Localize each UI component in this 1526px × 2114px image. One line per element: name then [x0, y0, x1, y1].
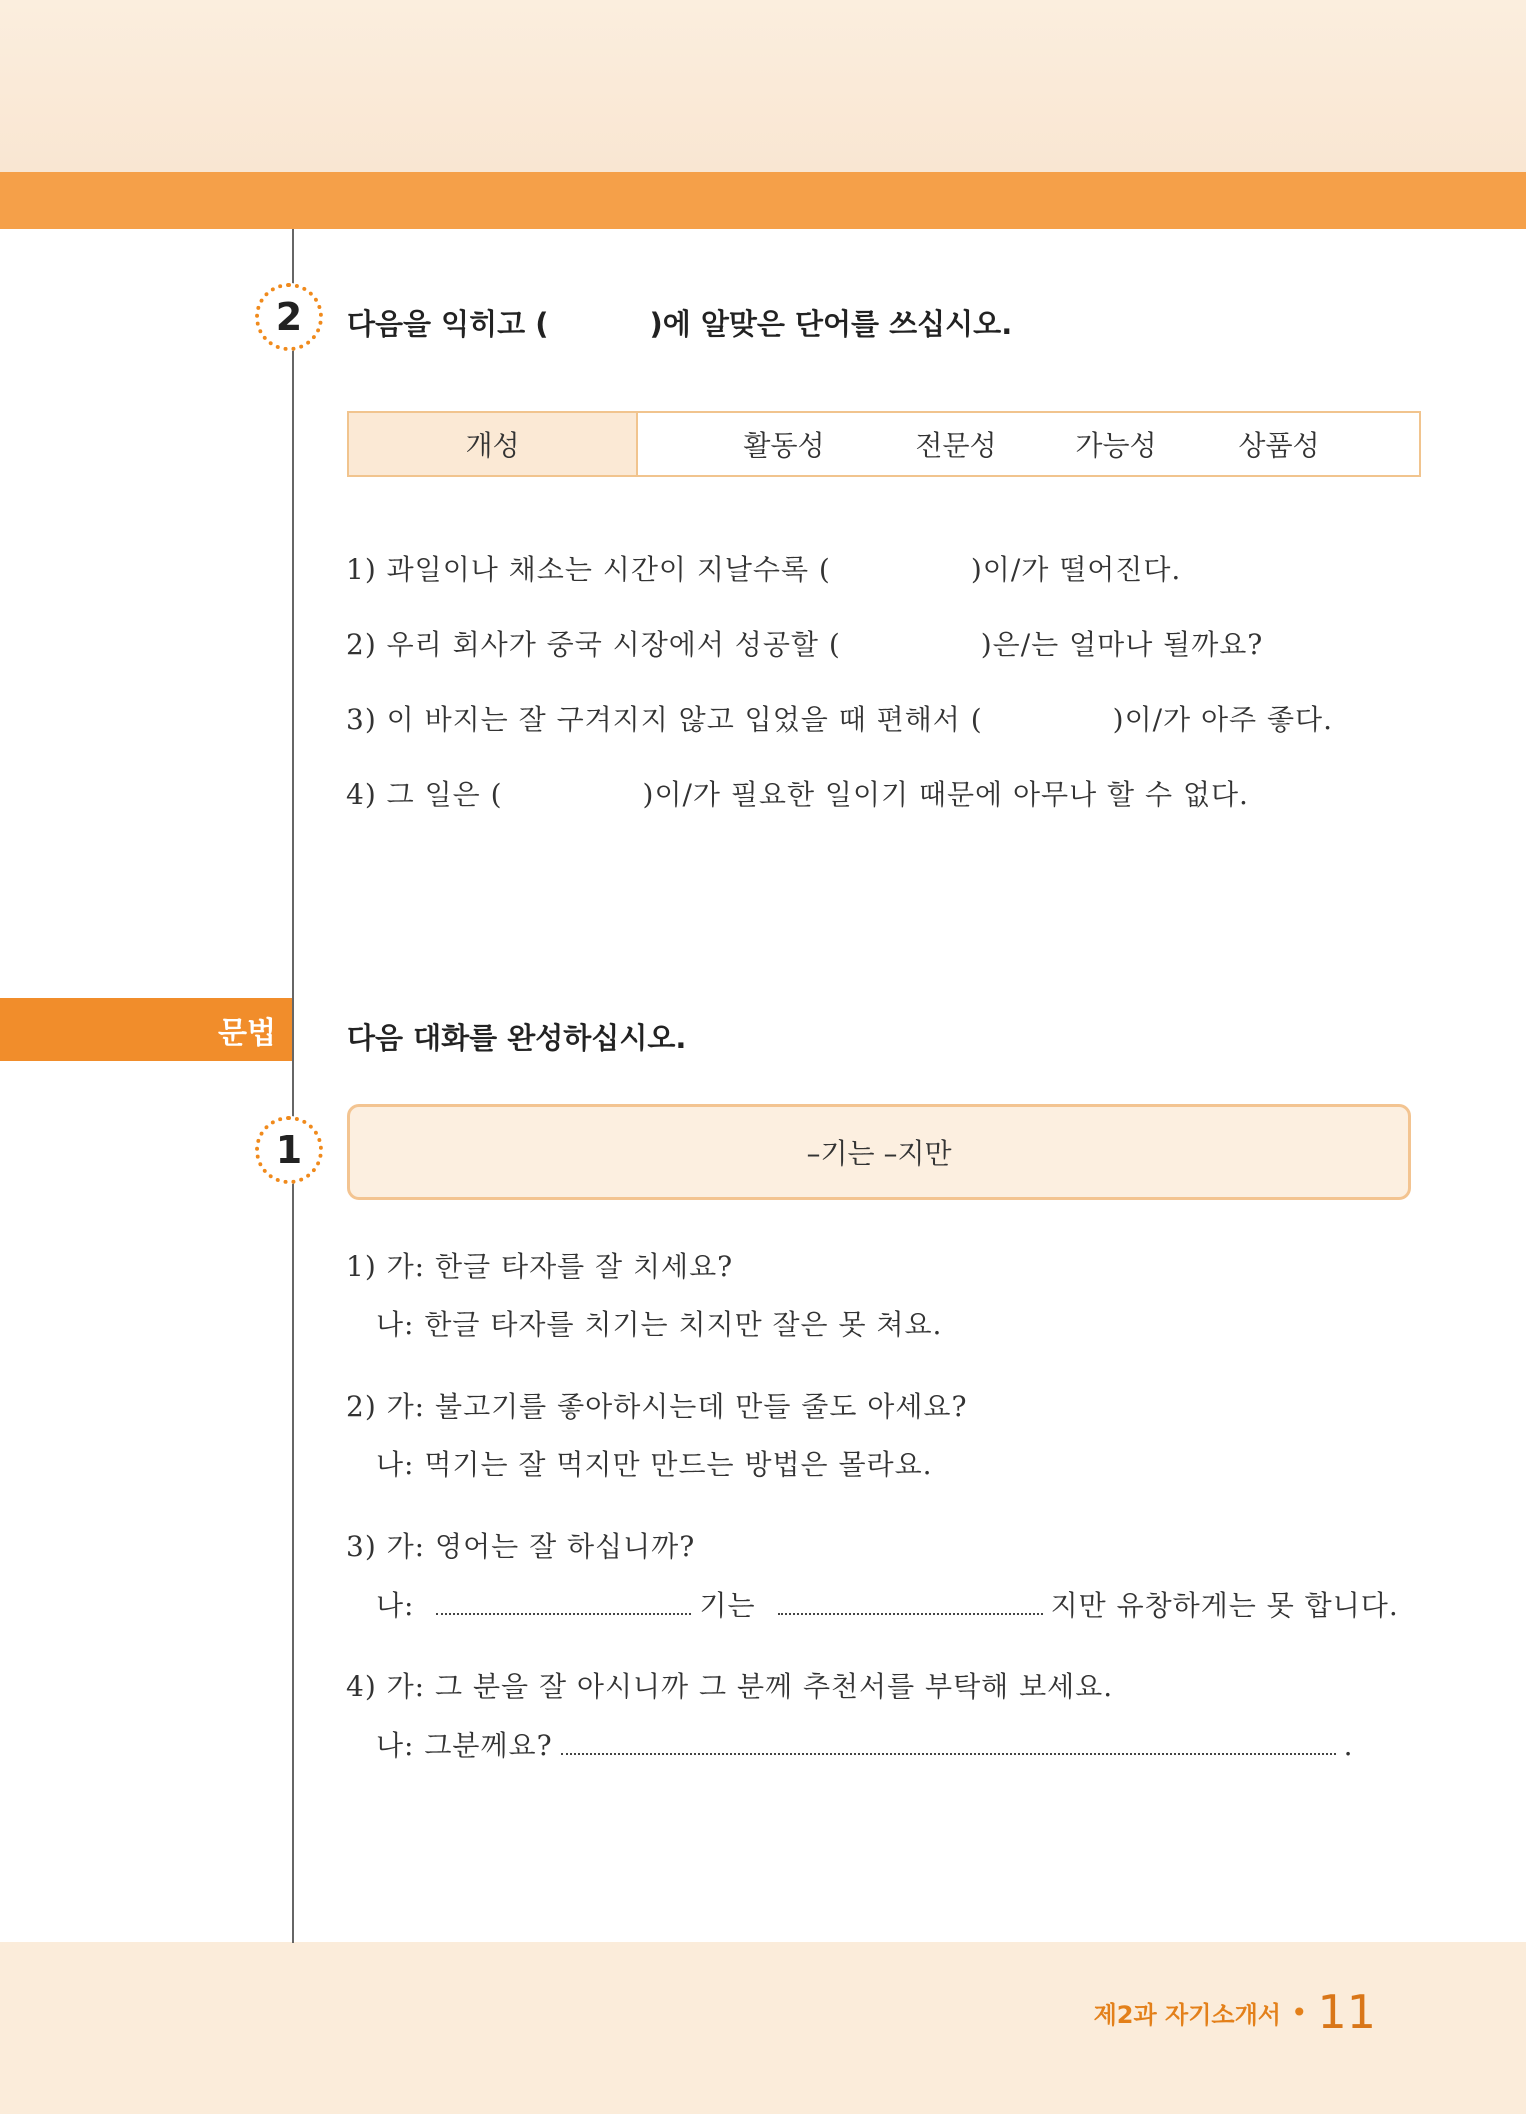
answer-blank[interactable] — [436, 1591, 691, 1615]
word-bank-options — [638, 413, 1419, 475]
dialogue-question: 1) 가: 한글 타자를 잘 치세요? — [346, 1250, 734, 1283]
exercise-item: 1) 과일이나 채소는 시간이 지날수록 ( )이/가 떨어진다. — [346, 553, 1182, 586]
grammar-tab: 문법 — [0, 998, 292, 1061]
exercise-item: 2) 우리 회사가 중국 시장에서 성공할 ( )은/는 얼마나 될까요? — [346, 628, 1264, 661]
grammar-pattern-box: –기는 –지만 — [347, 1104, 1411, 1200]
answer-blank[interactable] — [778, 1591, 1043, 1615]
word-bank — [347, 411, 1421, 477]
dialogue-question: 3) 가: 영어는 잘 하십니까? — [346, 1530, 696, 1563]
top-band — [0, 0, 1526, 172]
margin-line — [292, 229, 294, 1943]
grammar-instruction: 다음 대화를 완성하십시오. — [347, 1021, 687, 1055]
grammar-number-badge: 1 — [255, 1116, 323, 1184]
lesson-title: 제2과 자기소개서 — [1093, 2000, 1281, 2029]
word-bank-example: 개성 — [349, 413, 638, 475]
word-option: 가능성 — [1075, 429, 1157, 462]
section-number-badge: 2 — [255, 283, 323, 351]
word-option: 활동성 — [743, 429, 825, 462]
word-option: 상품성 — [1238, 429, 1320, 462]
dialogue-question: 2) 가: 불고기를 좋아하시는데 만들 줄도 아세요? — [346, 1390, 968, 1423]
dialogue-question: 4) 가: 그 분을 잘 아시니까 그 분께 추천서를 부탁해 보세요. — [346, 1670, 1114, 1703]
bullet-dot: • — [1290, 1995, 1308, 2029]
dialogue-answer-blank: 나: 기는 지만 유창하게는 못 합니다. — [376, 1589, 1399, 1622]
header-bar — [0, 172, 1526, 229]
section-instruction: 다음을 익히고 ( )에 알맞은 단어를 쓰십시오. — [347, 307, 1013, 341]
page-footer — [1094, 1985, 1376, 2039]
dialogue-answer-blank: 나: 그분께요? . — [376, 1729, 1354, 1762]
answer-blank[interactable] — [561, 1731, 1336, 1755]
dialogue-answer: 나: 한글 타자를 치기는 치지만 잘은 못 쳐요. — [376, 1308, 943, 1341]
page-number: 11 — [1317, 1985, 1376, 2039]
exercise-item: 4) 그 일은 ( )이/가 필요한 일이기 때문에 아무나 할 수 없다. — [346, 778, 1249, 811]
dialogue-answer: 나: 먹기는 잘 먹지만 만드는 방법은 몰라요. — [376, 1448, 933, 1481]
exercise-item: 3) 이 바지는 잘 구겨지지 않고 입었을 때 편해서 ( )이/가 아주 좋다. — [346, 703, 1333, 736]
word-option: 전문성 — [915, 429, 997, 462]
